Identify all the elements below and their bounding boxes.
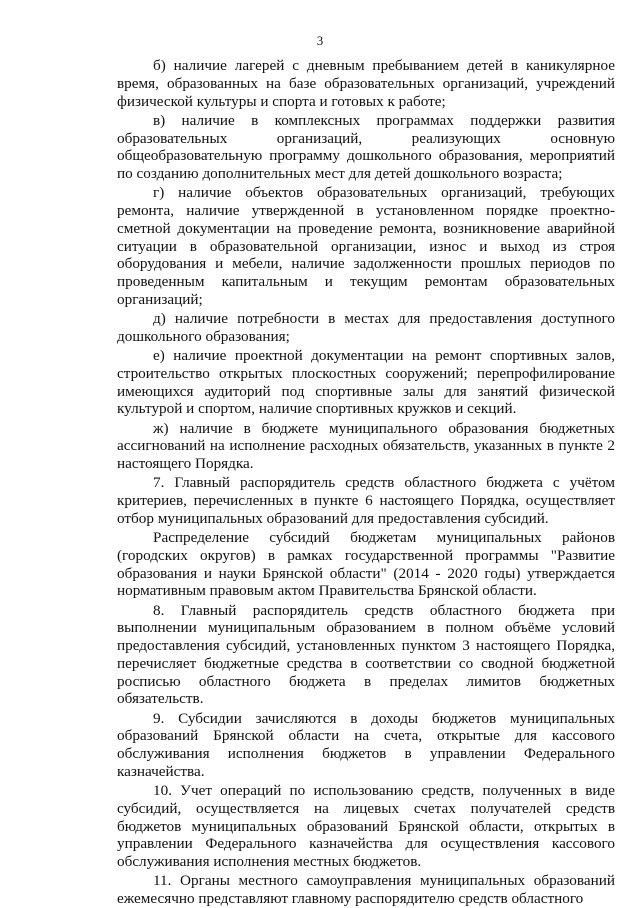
paragraph-b: б) наличие лагерей с дневным пребыванием детей в каникулярное время, образованных на базе образовательных организаций, учреждений физической культуры и спорта и готовых к работе;	[117, 57, 615, 110]
document-body	[117, 57, 615, 908]
paragraph-7: 7. Главный распорядитель средств областного бюджета с учётом критериев, перечисленных в пункте 6 настоящего Порядка, осуществляет отбор муниципальных образований для предоставления субсидий.	[117, 474, 615, 527]
page-number: 3	[316, 33, 324, 48]
paragraph-11: 11. Органы местного самоуправления муниципальных образований ежемесячно представляют главному распорядителю средств областного	[117, 872, 615, 907]
paragraph-d: д) наличие потребности в местах для предоставления доступного дошкольного образования;	[117, 310, 615, 345]
paragraph-e: е) наличие проектной документации на ремонт спортивных залов, строительство открытых плоскостных сооружений; перепрофилирование имеющихся аудиторий под спортивные залы для занятий физической культурой и спортом, наличие спортивных кружков и секций.	[117, 347, 615, 418]
paragraph-zh: ж) наличие в бюджете муниципального образования бюджетных ассигнований на исполнение расходных обязательств, указанных в пункте 2 настоящего Порядка.	[117, 419, 615, 472]
paragraph-v: в) наличие в комплексных программах поддержки развития образовательных организаций, реализующих основную общеобразовательную программу дошкольного образования, мероприятий по созданию дополнительных мест для детей дошкольного возраста;	[117, 111, 615, 182]
paragraph-10: 10. Учет операций по использованию средств, полученных в виде субсидий, осуществляется на лицевых счетах получателей средств бюджетов муниципальных образований Брянской области, открытых в управлении Федерального казначейства для осуществления кассового обслуживания исполнения местных бюджетов.	[117, 782, 615, 870]
paragraph-g: г) наличие объектов образовательных организаций, требующих ремонта, наличие утвержденной в установленном порядке проектно-сметной документации на проведение ремонта, возникновение аварийной ситуации в образовательной организации, износ и выход из строя оборудования и мебели, наличие задолженности прошлых периодов по проведенным капитальным и текущим ремонтам образовательных организаций;	[117, 184, 615, 308]
paragraph-8: 8. Главный распорядитель средств областного бюджета при выполнении муниципальным образованием в полном объёме условий предоставления субсидий, установленных пунктом 3 настоящего Порядка, перечисляет бюджетные средства в соответствии со сводной бюджетной росписью областного бюджета в пределах лимитов бюджетных обязательств.	[117, 601, 615, 708]
paragraph-9: 9. Субсидии зачисляются в доходы бюджетов муниципальных образований Брянской области на счета, открытые для кассового обслуживания исполнения бюджетов в управлении Федерального казначейства.	[117, 709, 615, 780]
paragraph-7-distribution: Распределение субсидий бюджетам муниципальных районов (городских округов) в рамках государственной программы "Развитие образования и науки Брянской области" (2014 - 2020 годы) утверждается нормативным правовым актом Правительства Брянской области.	[117, 529, 615, 600]
